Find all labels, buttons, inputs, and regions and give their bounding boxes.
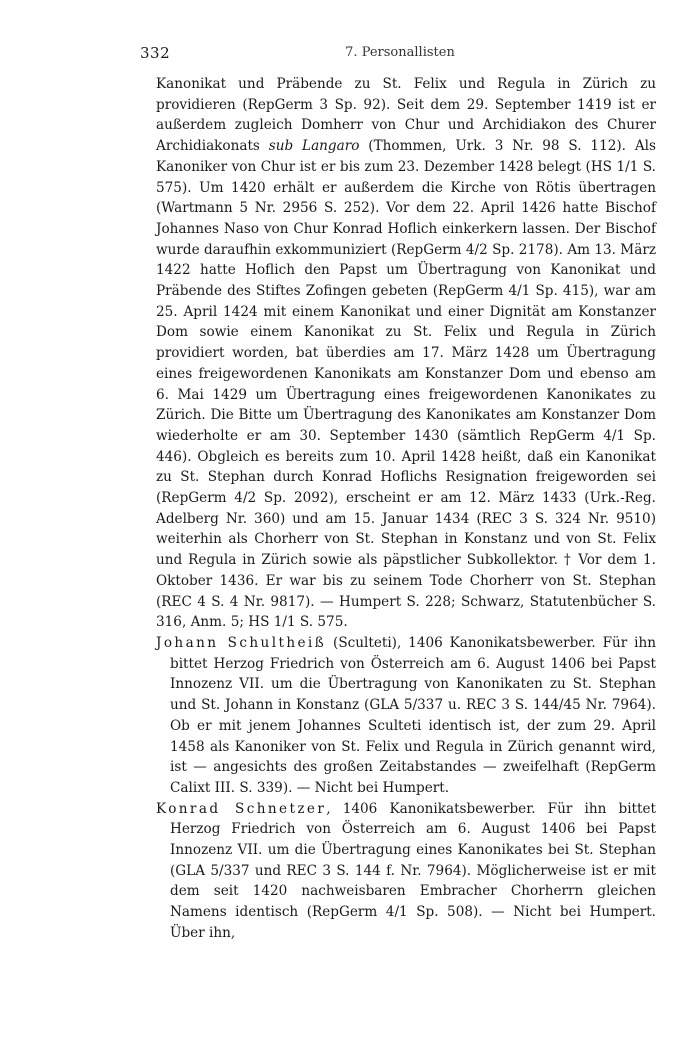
running-head: 7. Personallisten <box>345 45 455 60</box>
entry-name: Johann Schultheiß <box>156 634 327 651</box>
entry-konrad-schnetzer <box>156 799 656 944</box>
body-text <box>156 74 656 944</box>
page-number: 332 <box>140 44 171 62</box>
italic-term: sub Langaro <box>268 138 360 155</box>
entry-johann-schultheiss <box>156 633 656 799</box>
continuation-text-end: (Thommen, Urk. 3 Nr. 98 S. 112). Als Kanoniker von Chur ist er bis zum 23. Dezember 1428 belegt (HS 1/1 S. 575). Um 1420 erhält er außerdem die Kirche von Rötis übertragen (Wartmann 5 Nr. 2956 S. 252). Vor dem 22. April 1426 hatte Bischof Johannes Naso von Chur Konrad Hoflich einkerkern lassen. Der Bischof wurde daraufhin exkommuniziert (RepGerm 4/2 Sp. 2178). Am 13. März 1422 hatte Hoflich den Papst um Übertragung von Kanonikat und Präbende des Stiftes Zofingen gebeten (RepGerm 4/1 Sp. 415), war am 25. April 1424 mit einem Kanonikat und einer Dignität am Konstanzer Dom sowie einem Kanonikat zu St. Felix und Regula in Zürich providiert worden, bat überdies am 17. März 1428 um Übertragung eines freigewordenen Kanonikats am Konstanzer Dom und ebenso am 6. Mai 1429 um Übertragung eines freigewordenen Kanonikates zu Zürich. Die Bitte um Übertragung des Kanonikates am Konstanzer Dom wiederholte er am 30. September 1430 (sämtlich RepGerm 4/1 Sp. 446). Obgleich es bereits zum 10. April 1428 heißt, daß ein Kanonikat zu St. Stephan durch Konrad Hoflichs Resignation freigeworden sei (RepGerm 4/2 Sp. 2092), erscheint er am 12. März 1433 (Urk.-Reg. Adelberg Nr. 360) und am 15. Januar 1434 (REC 3 S. 324 Nr. 9510) weiterhin als Chorherr von St. Stephan in Konstanz und von St. Felix und Regula in Zürich sowie als päpstlicher Subkollektor. † Vor dem 1. Oktober 1436. Er war bis zu seinem Tode Chorherr von St. Stephan (REC 4 S. 4 Nr. 9817). — Humpert S. 228; Schwarz, Statutenbücher S. 316, Anm. 5; HS 1/1 S. 575. <box>156 138 656 631</box>
entry-text: , 1406 Kanonikatsbewerber. Für ihn bittet Herzog Friedrich von Österreich am 6. August 1406 bei Papst Innozenz VII. um die Übertragung eines Kanonikates bei St. Stephan (GLA 5/337 und REC 3 S. 144 f. Nr. 7964). Möglicherweise ist er mit dem seit 1420 nachweisbaren Embracher Chorherrn gleichen Namens identisch (RepGerm 4/1 Sp. 508). — Nicht bei Humpert. Über ihn, <box>170 800 656 941</box>
continuation-text-start: Kanonikat und Präbende zu St. Felix und Regula in Zürich zu providieren (RepGerm 3 Sp. 92). Seit dem 29. September 1419 ist er außerdem zugleich Domherr von Chur und Archidiakon des Churer Archidiakonats <box>156 76 656 155</box>
page-header <box>140 44 660 66</box>
entry-text: (Sculteti), 1406 Kanonikatsbewerber. Für ihn bittet Herzog Friedrich von Österreich am 6. August 1406 bei Papst Innozenz VII. um die Übertragung von Kanonikaten zu St. Stephan und St. Johann in Konstanz (GLA 5/337 u. REC 3 S. 144/45 Nr. 7964). Ob er mit jenem Johannes Sculteti identisch ist, der zum 29. April 1458 als Kanoniker von St. Felix und Regula in Zürich genannt wird, ist — angesichts des großen Zeitabstandes — zweifelhaft (RepGerm Calixt III. S. 339). — Nicht bei Humpert. <box>170 634 656 796</box>
entry-name: Konrad Schnetzer <box>156 800 327 817</box>
continuation-paragraph <box>156 74 656 633</box>
